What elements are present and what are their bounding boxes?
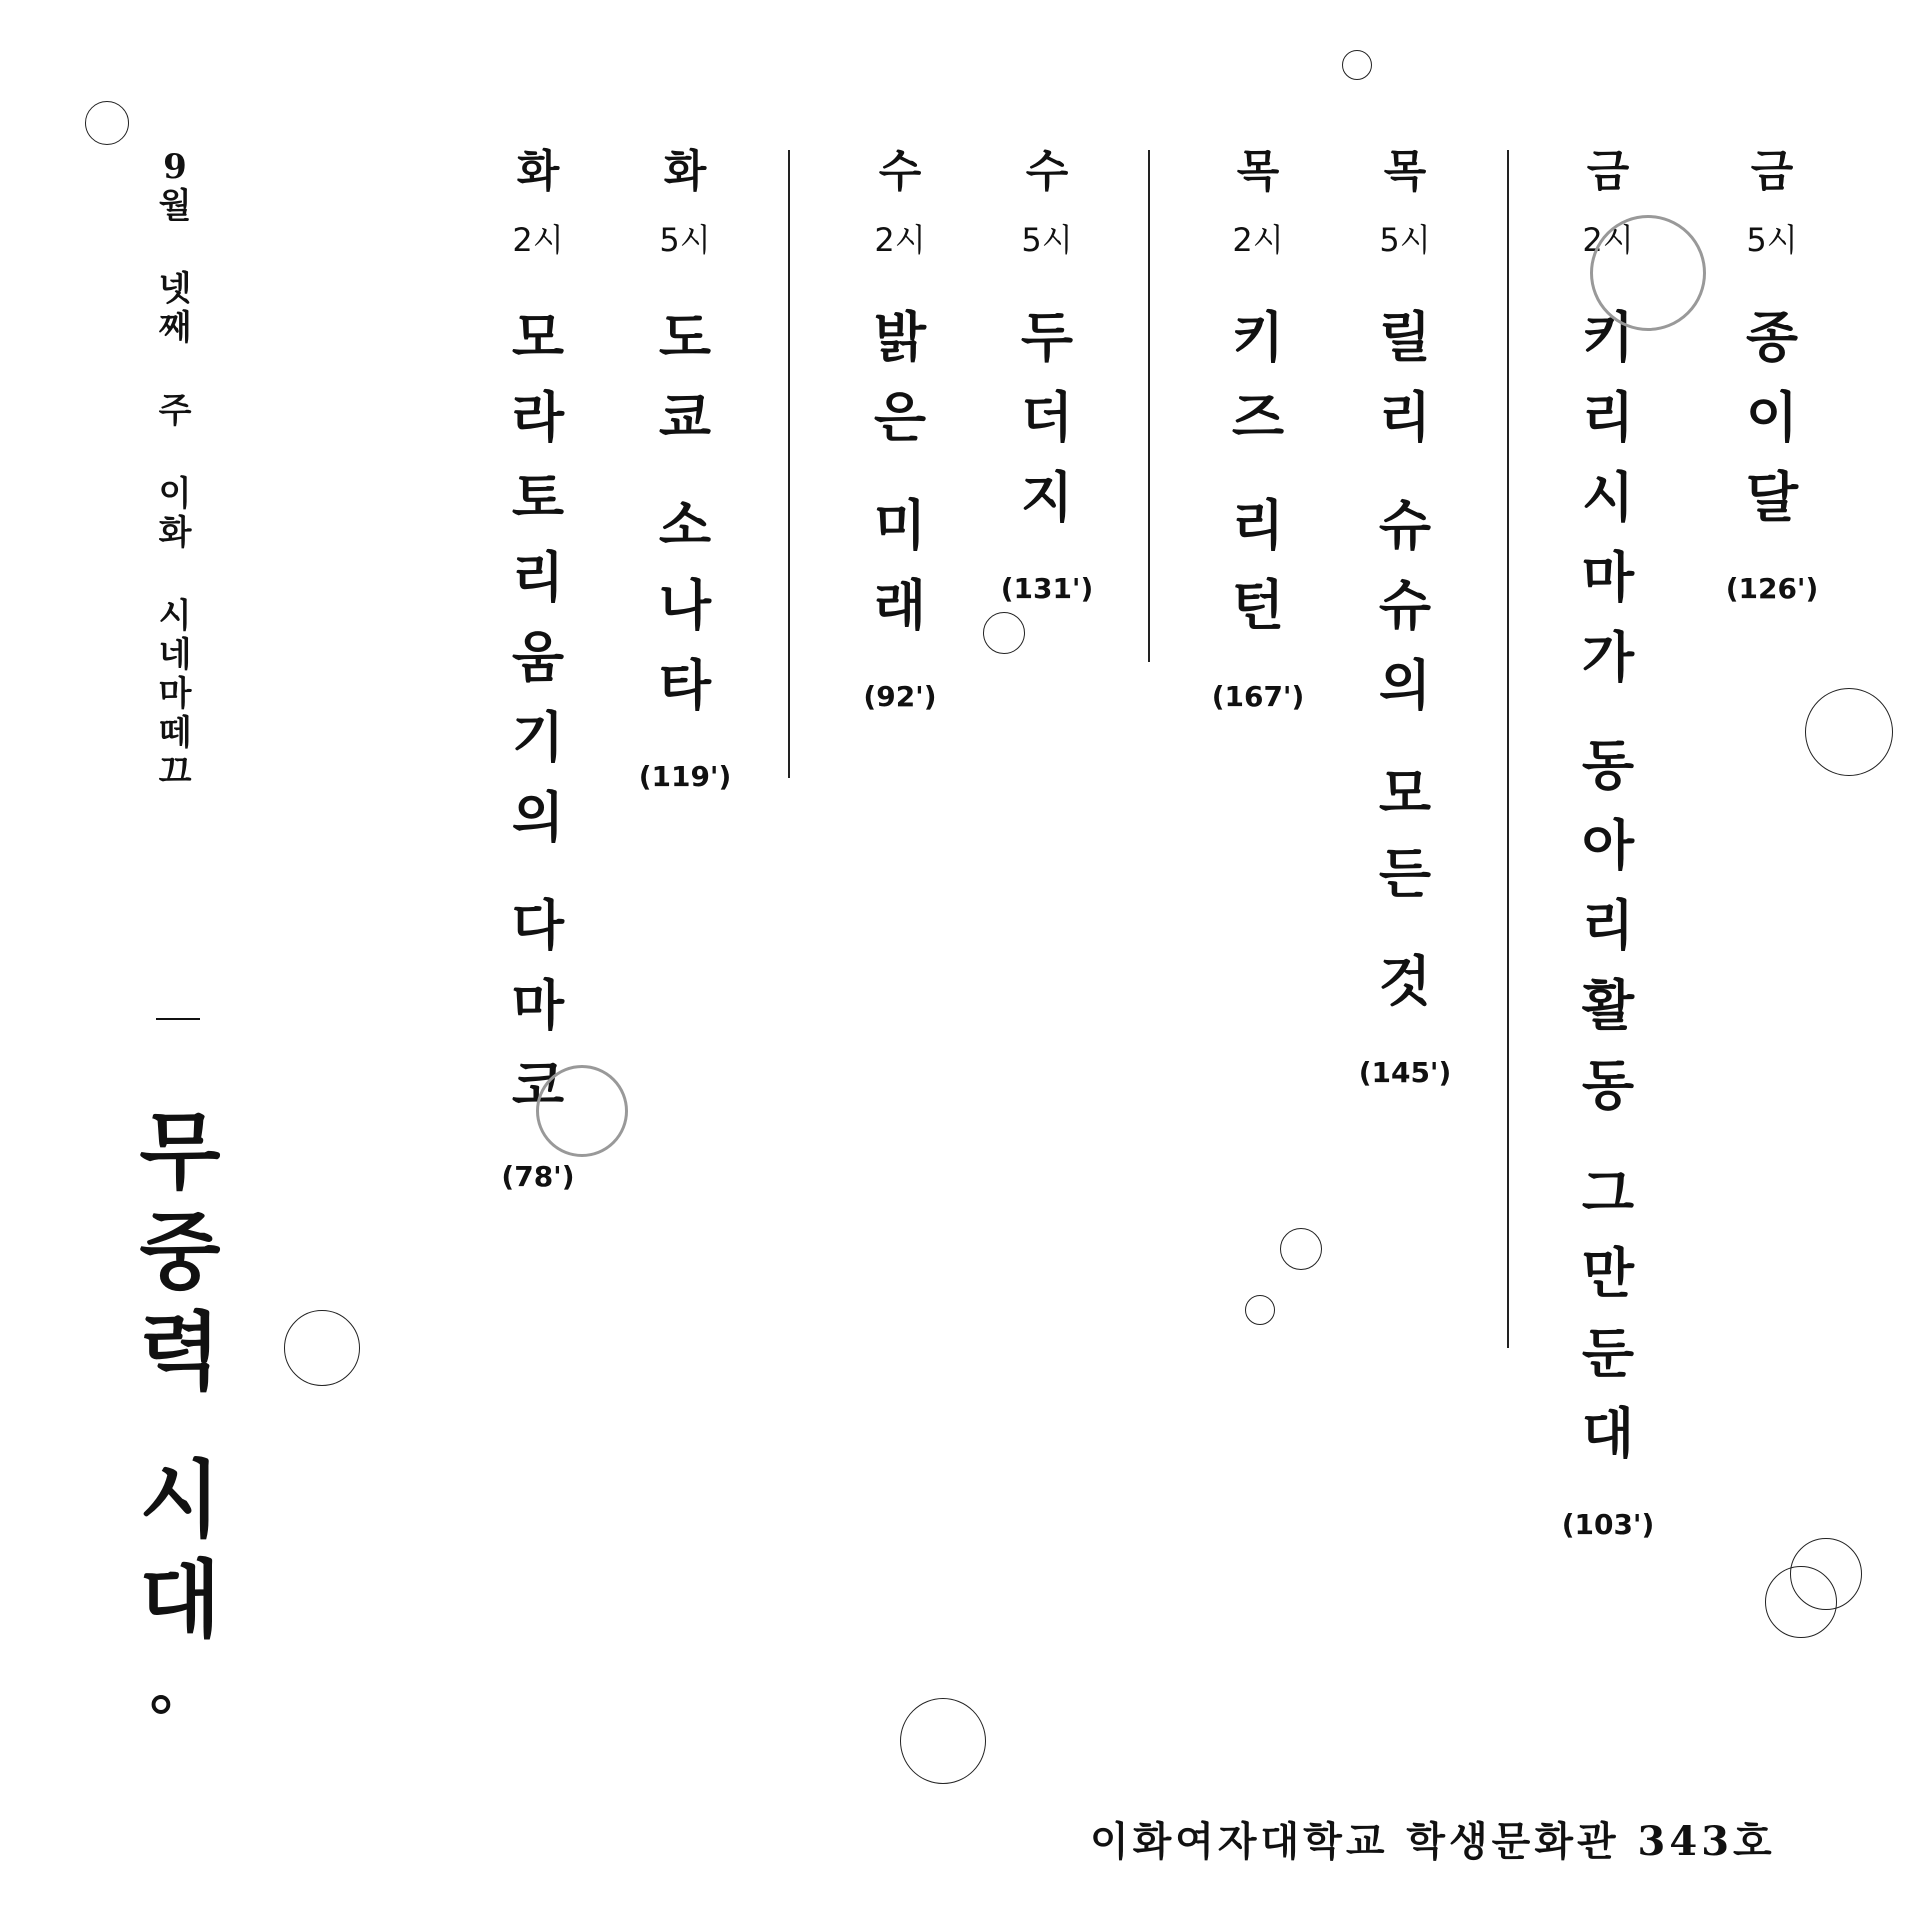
bubble-decoration (536, 1065, 628, 1157)
column-time: 5시 (659, 221, 711, 259)
movie-runtime: (119') (638, 760, 732, 793)
movie-title-char: 리 (1581, 385, 1635, 449)
movie-title-char: 활 (1581, 973, 1635, 1037)
movie-title-vertical (1745, 305, 1799, 550)
movie-title-char: 리 (1378, 385, 1432, 449)
movie-title-char: 턴 (1231, 573, 1285, 637)
left-divider (156, 1018, 200, 1020)
movie-runtime: (167') (1211, 680, 1305, 713)
movie-title-vertical (1020, 305, 1074, 550)
movie-title-char: 키 (1231, 305, 1285, 369)
movie-title-char: 든 (1378, 841, 1432, 905)
main-title-char: 시 (139, 1450, 221, 1549)
bubble-decoration (983, 612, 1025, 654)
week-info-vertical (145, 147, 205, 794)
schedule-column-thu-2 (1198, 146, 1318, 713)
column-time: 2시 (512, 221, 564, 259)
movie-title-char: 의 (511, 785, 565, 849)
movie-title-char: 나 (658, 573, 712, 637)
bubble-decoration (284, 1310, 360, 1386)
column-day: 수 (878, 146, 922, 197)
column-day: 목 (1236, 146, 1280, 197)
movie-title-char: 소 (658, 493, 712, 557)
movie-title-char: 코 (511, 1053, 565, 1117)
movie-title-char: 것 (1378, 949, 1432, 1013)
movie-title-char: 의 (1378, 653, 1432, 717)
schedule-column-tue-2 (478, 146, 598, 1193)
week-info-char: 네 (158, 635, 192, 675)
movie-title-char: 토 (511, 465, 565, 529)
bubble-decoration (900, 1698, 986, 1784)
movie-title-char: 모 (511, 305, 565, 369)
movie-title-char: 슈 (1378, 493, 1432, 557)
movie-title-char: 이 (1745, 385, 1799, 449)
movie-title-char: 슈 (1378, 573, 1432, 637)
movie-title-char: 지 (1020, 465, 1074, 529)
movie-title-char: 종 (1745, 305, 1799, 369)
movie-title-char: 도 (658, 305, 712, 369)
bubble-decoration (1765, 1566, 1837, 1638)
column-divider (1507, 150, 1509, 1348)
movie-title-char: 즈 (1231, 385, 1285, 449)
movie-title-vertical (658, 305, 712, 738)
movie-title-char: 동 (1581, 733, 1635, 797)
movie-title-vertical (1581, 305, 1635, 1486)
movie-title-char: 기 (511, 705, 565, 769)
movie-title-char: 모 (1378, 761, 1432, 825)
movie-title-char: 키 (1581, 305, 1635, 369)
schedule-column-fri-5 (1712, 146, 1832, 605)
column-day: 수 (1025, 146, 1069, 197)
movie-title-char: 다 (511, 893, 565, 957)
movie-title-char: 대 (1581, 1401, 1635, 1465)
main-title-char: 대 (139, 1550, 221, 1649)
movie-runtime: (145') (1358, 1056, 1452, 1089)
movie-title-char: 마 (511, 973, 565, 1037)
column-time: 2시 (874, 221, 926, 259)
movie-title-char: 아 (1581, 813, 1635, 877)
movie-title-char: 두 (1020, 305, 1074, 369)
movie-title-char: 가 (1581, 625, 1635, 689)
column-time: 2시 (1582, 221, 1634, 259)
week-info-char: 마 (158, 674, 192, 714)
column-day: 화 (663, 146, 707, 197)
week-info-char: 이 (158, 474, 192, 514)
venue-footer: 이화여자대학교 학생문화관 343호 (1090, 1818, 1776, 1865)
week-info-char: 떼 (158, 713, 192, 753)
movie-title-char: 미 (873, 493, 927, 557)
column-day: 목 (1383, 146, 1427, 197)
week-info-char: 월 (158, 186, 192, 226)
movie-title-char: 래 (873, 573, 927, 637)
movie-runtime: (131') (1000, 572, 1094, 605)
bubble-decoration (1245, 1295, 1275, 1325)
movie-title-char: 밝 (873, 305, 927, 369)
movie-title-char: 은 (873, 385, 927, 449)
column-time: 5시 (1379, 221, 1431, 259)
schedule-column-wed-5 (987, 146, 1107, 605)
movie-title-char: 시 (1581, 465, 1635, 529)
movie-runtime: (103') (1561, 1508, 1655, 1541)
main-title-char: 력 (139, 1302, 221, 1401)
column-divider (788, 150, 790, 778)
week-info-char: 넷 (158, 269, 192, 309)
week-info-char: 시 (158, 596, 192, 636)
column-day: 화 (516, 146, 560, 197)
main-title-char: 무 (139, 1102, 221, 1201)
column-day: 금 (1750, 146, 1794, 197)
movie-title-vertical (511, 305, 565, 1138)
movie-runtime: (78') (501, 1160, 575, 1193)
movie-title-char: 마 (1581, 545, 1635, 609)
movie-title-char: 동 (1581, 1053, 1635, 1117)
week-info-char: 9 (163, 147, 187, 187)
movie-title-char: 리 (1231, 493, 1285, 557)
movie-title-char: 둔 (1581, 1321, 1635, 1385)
movie-title-char: 만 (1581, 1241, 1635, 1305)
movie-runtime: (126') (1725, 572, 1819, 605)
week-info-char: 주 (158, 391, 192, 431)
schedule-column-thu-5 (1345, 146, 1465, 1089)
movie-title-vertical (873, 305, 927, 658)
movie-title-vertical (1231, 305, 1285, 658)
movie-title-char: 더 (1020, 385, 1074, 449)
schedule-column-fri-2 (1548, 146, 1668, 1541)
bubble-decoration (1342, 50, 1372, 80)
schedule-column-tue-5 (625, 146, 745, 793)
movie-title-char: 그 (1581, 1161, 1635, 1225)
movie-title-char: 쿄 (658, 385, 712, 449)
main-title-char: 중 (139, 1202, 221, 1301)
movie-title-char: 릴 (1378, 305, 1432, 369)
week-info-char: 끄 (158, 752, 192, 792)
movie-runtime: (92') (863, 680, 937, 713)
movie-title-char: 타 (658, 653, 712, 717)
movie-title-char: 리 (1581, 893, 1635, 957)
schedule-column-wed-2 (840, 146, 960, 713)
main-title-char: 。 (150, 1653, 210, 1723)
column-time: 5시 (1746, 221, 1798, 259)
bubble-decoration (85, 101, 129, 145)
column-time: 5시 (1021, 221, 1073, 259)
movie-title-char: 리 (511, 545, 565, 609)
week-info-char: 째 (158, 308, 192, 348)
bubble-decoration (1280, 1228, 1322, 1270)
week-info-char: 화 (158, 513, 192, 553)
movie-title-char: 달 (1745, 465, 1799, 529)
bubble-decoration (1805, 688, 1893, 776)
movie-title-char: 라 (511, 385, 565, 449)
column-divider (1148, 150, 1150, 662)
main-title-vertical (130, 1102, 230, 1736)
column-day: 금 (1586, 146, 1630, 197)
bubble-decoration (1590, 215, 1706, 331)
movie-title-char: 움 (511, 625, 565, 689)
column-time: 2시 (1232, 221, 1284, 259)
movie-title-vertical (1378, 305, 1432, 1034)
